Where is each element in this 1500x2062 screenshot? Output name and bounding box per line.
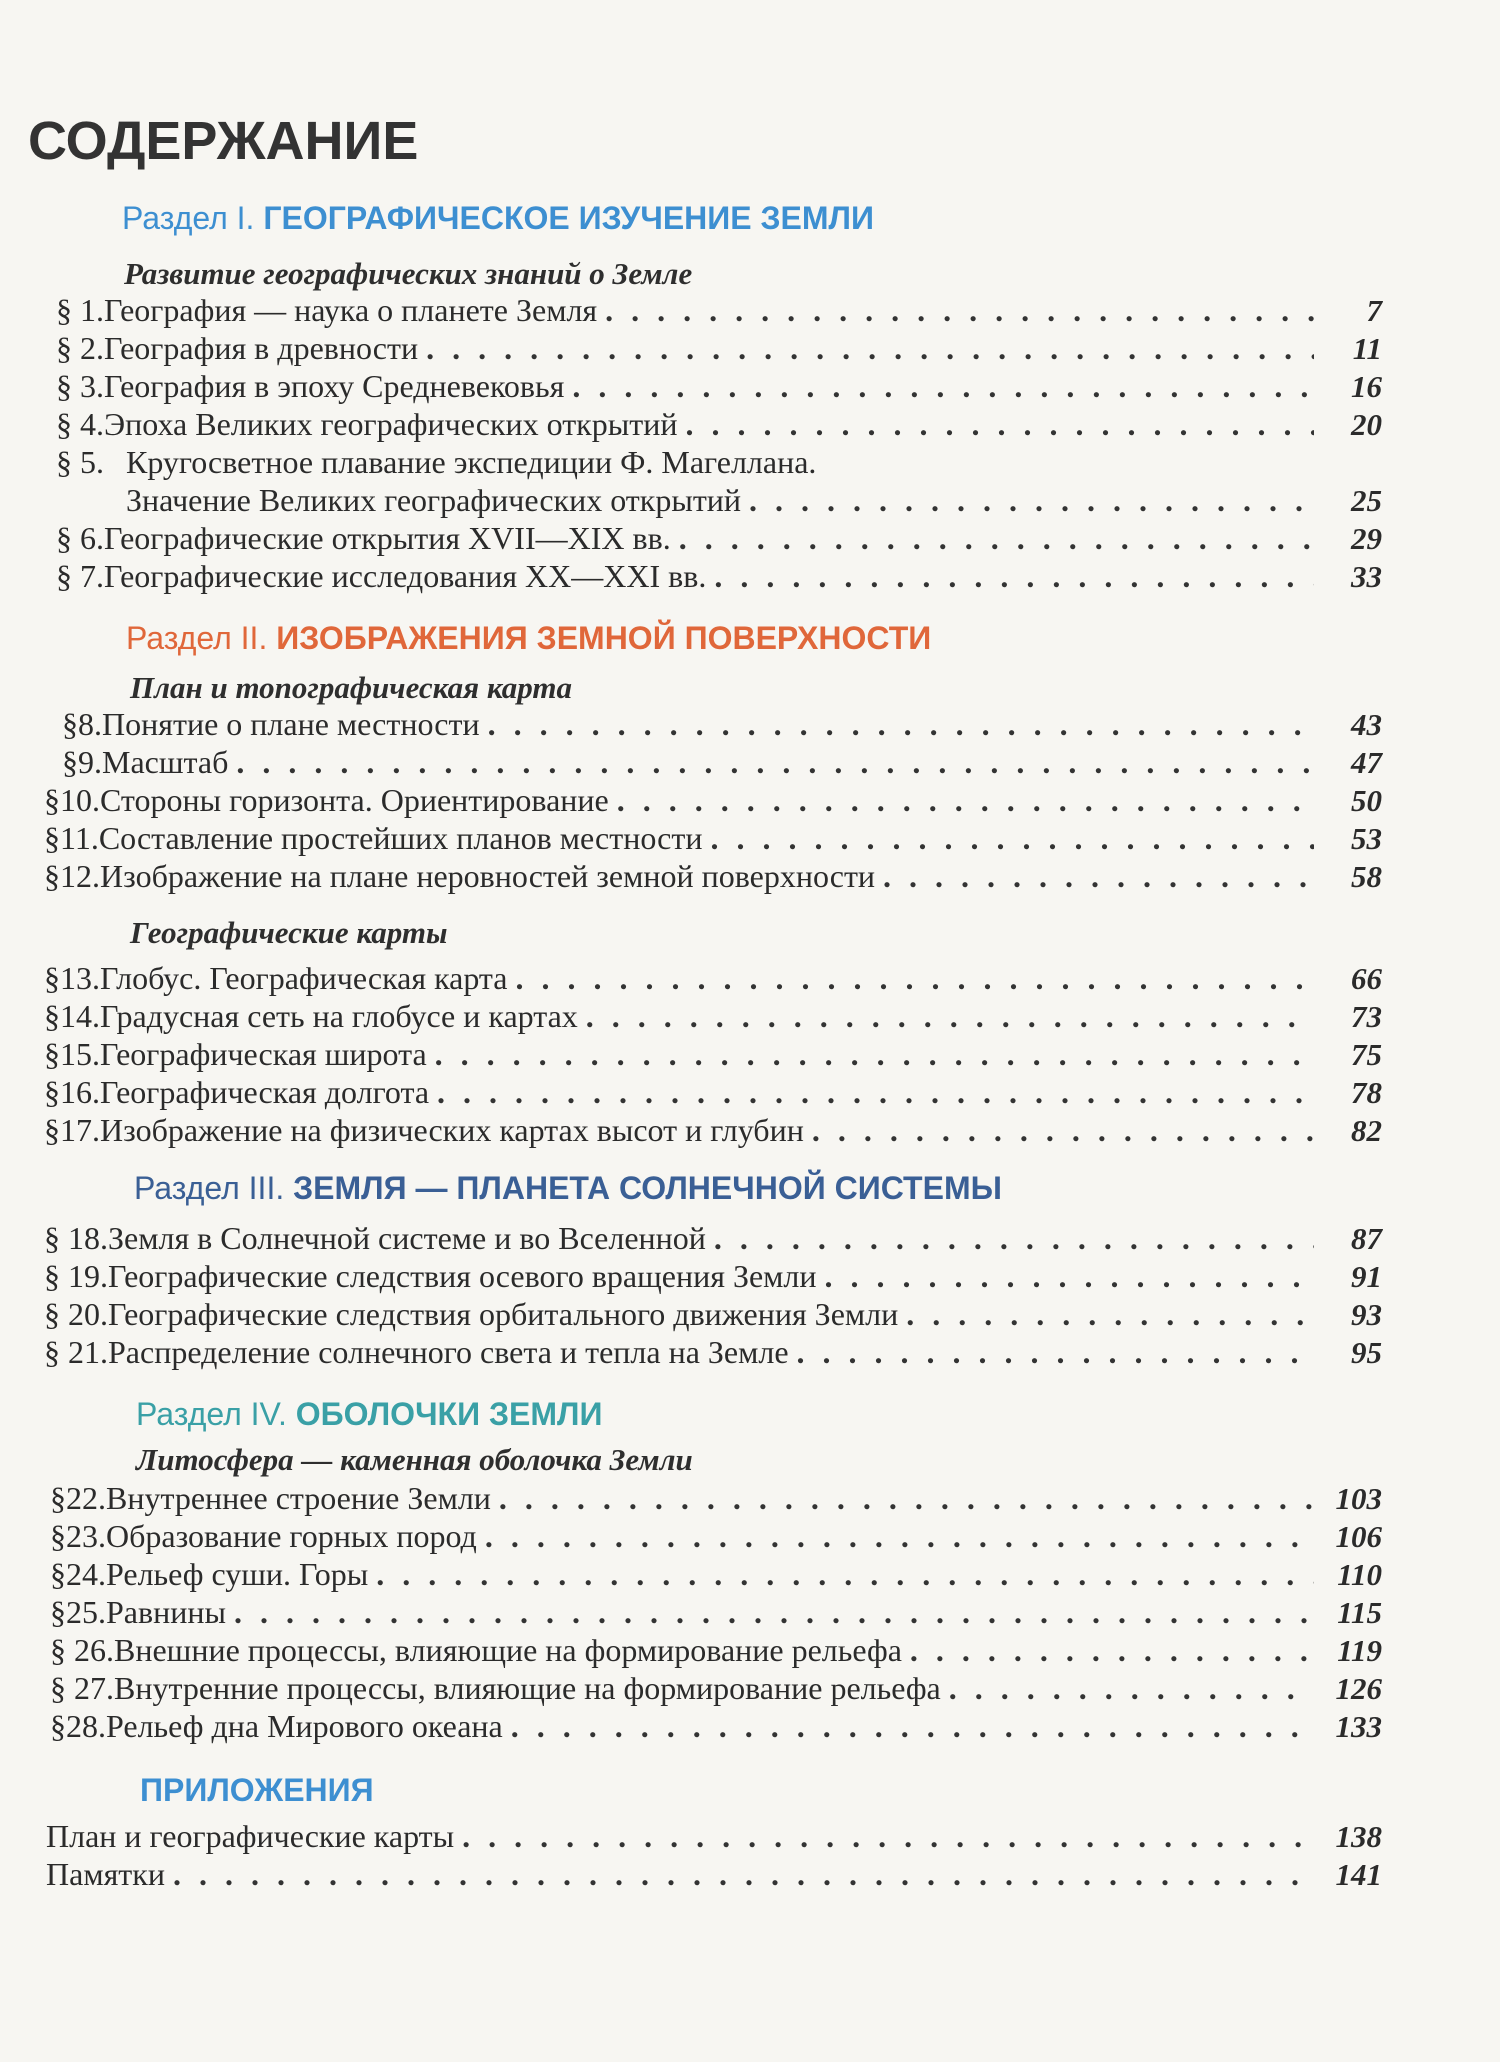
- section-3-prefix: Раздел III.: [134, 1170, 294, 1206]
- entry-page: 110: [1337, 1557, 1382, 1592]
- toc-entry[interactable]: [44, 1258, 1382, 1296]
- dot-leader: [617, 782, 1314, 819]
- dot-leader: [825, 1258, 1314, 1295]
- entry-page: 126: [1335, 1671, 1382, 1706]
- toc-entry[interactable]: [62, 744, 1382, 782]
- toc-entry[interactable]: [56, 406, 1382, 444]
- entry-number: §16.: [44, 1074, 100, 1110]
- entry-title: Стороны горизонта. Ориентирование: [100, 782, 609, 818]
- entry-title: География — наука о планете Земля: [104, 292, 598, 328]
- toc-entry[interactable]: [44, 1334, 1382, 1372]
- toc-entry[interactable]: [56, 330, 1382, 368]
- toc-entry[interactable]: [50, 1480, 1382, 1518]
- entry-page: 75: [1351, 1037, 1382, 1072]
- dot-leader: [488, 706, 1314, 743]
- entry-title: Географическая долгота: [100, 1074, 430, 1110]
- entry-page: 93: [1351, 1297, 1382, 1332]
- entry-page: 50: [1351, 783, 1382, 818]
- dot-leader: [499, 1480, 1314, 1517]
- entry-title: Географические исследования XX—XXI вв.: [104, 558, 707, 594]
- dot-leader: [797, 1334, 1314, 1371]
- entry-title: Изображение на плане неровностей земной поверхности: [100, 858, 876, 894]
- entry-title: Внутреннее строение Земли: [106, 1480, 491, 1516]
- entry-page: 66: [1351, 961, 1382, 996]
- toc-entry[interactable]: [44, 960, 1382, 998]
- entry-title: Глобус. Географическая карта: [100, 960, 508, 996]
- entry-title: Географические открытия XVII—XIX вв.: [104, 520, 671, 556]
- entry-page: 87: [1351, 1221, 1382, 1256]
- entry-page: 141: [1335, 1857, 1382, 1892]
- entry-title: Образование горных пород: [106, 1518, 477, 1554]
- toc-entry[interactable]: [44, 858, 1382, 896]
- entry-number: § 7.: [56, 558, 104, 594]
- entry-title: Понятие о плане местности: [102, 706, 480, 742]
- toc-entry[interactable]: [44, 1112, 1382, 1150]
- entry-page: 119: [1337, 1633, 1382, 1668]
- dot-leader: [679, 520, 1314, 557]
- entry-page: 91: [1351, 1259, 1382, 1294]
- toc-entry[interactable]: [46, 1818, 1382, 1856]
- entry-number: § 26.: [50, 1632, 114, 1668]
- entry-page: 53: [1351, 821, 1382, 856]
- toc-entry[interactable]: [44, 1220, 1382, 1258]
- toc-entry[interactable]: [44, 820, 1382, 858]
- dot-leader: [515, 960, 1314, 997]
- toc-entry-continuation[interactable]: [126, 482, 1382, 520]
- toc-entry[interactable]: [50, 1594, 1382, 1632]
- section-3-name: ЗЕМЛЯ — ПЛАНЕТА СОЛНЕЧНОЙ СИСТЕМЫ: [293, 1170, 1002, 1206]
- dot-leader: [685, 406, 1314, 443]
- toc-entry[interactable]: [44, 998, 1382, 1036]
- entry-title: Составление простейших планов местности: [98, 820, 703, 856]
- entry-title: Градусная сеть на глобусе и картах: [100, 998, 578, 1034]
- entry-number: §11.: [44, 820, 99, 856]
- entry-page: 47: [1351, 745, 1382, 780]
- dot-leader: [173, 1856, 1314, 1893]
- dot-leader: [437, 1074, 1314, 1111]
- appendix-heading: [140, 1772, 374, 1809]
- entry-title: Географические следствия орбитального движения Земли: [108, 1296, 899, 1332]
- entry-number: §24.: [50, 1556, 106, 1592]
- dot-leader: [906, 1296, 1314, 1333]
- entry-title: География в эпоху Средневековья: [104, 368, 565, 404]
- entry-title: Изображение на физических картах высот и глубин: [100, 1112, 804, 1148]
- entry-title: Географические следствия осевого вращения Земли: [108, 1258, 817, 1294]
- section-4-name: ОБОЛОЧКИ ЗЕМЛИ: [295, 1396, 603, 1432]
- toc-entry[interactable]: [56, 292, 1382, 330]
- entry-number: §13.: [44, 960, 100, 996]
- entry-number: § 19.: [44, 1258, 108, 1294]
- section-1-prefix: Раздел I.: [122, 200, 264, 236]
- section-2-subtitle-2: Географические карты: [130, 915, 448, 950]
- entry-page: 43: [1351, 707, 1382, 742]
- entry-page: 11: [1352, 331, 1382, 366]
- entry-page: 133: [1335, 1709, 1382, 1744]
- toc-entry[interactable]: [46, 1856, 1382, 1894]
- entry-title: Земля в Солнечной системе и во Вселенной: [108, 1220, 706, 1256]
- section-4-heading: [136, 1396, 602, 1433]
- dot-leader: [910, 1632, 1314, 1669]
- section-3-heading: [134, 1170, 1002, 1207]
- entry-number: §10.: [44, 782, 100, 818]
- entry-number: § 6.: [56, 520, 104, 556]
- entry-page: 115: [1337, 1595, 1382, 1630]
- toc-entry[interactable]: [44, 782, 1382, 820]
- toc-entry[interactable]: [56, 520, 1382, 558]
- entry-title-continued: Значение Великих географических открытий: [126, 482, 742, 518]
- entry-title: Внутренние процессы, влияющие на формирование рельефа: [114, 1670, 941, 1706]
- toc-entry[interactable]: [56, 558, 1382, 596]
- section-2-name: ИЗОБРАЖЕНИЯ ЗЕМНОЙ ПОВЕРХНОСТИ: [276, 620, 932, 656]
- entry-number: §8.: [62, 706, 102, 742]
- section-2-prefix: Раздел II.: [126, 620, 277, 656]
- entry-page: 20: [1351, 407, 1382, 442]
- entry-number: § 18.: [44, 1220, 108, 1256]
- entry-number: §25.: [50, 1594, 106, 1630]
- entry-page: 138: [1335, 1819, 1382, 1854]
- dot-leader: [710, 820, 1314, 857]
- entry-title: Масштаб: [102, 744, 229, 780]
- dot-leader: [376, 1556, 1314, 1593]
- entry-page: 25: [1351, 483, 1382, 518]
- entry-page: 78: [1351, 1075, 1382, 1110]
- dot-leader: [234, 1594, 1314, 1631]
- toc-entry[interactable]: [56, 368, 1382, 406]
- appendix-title: ПРИЛОЖЕНИЯ: [140, 1772, 374, 1808]
- entry-page: 58: [1351, 859, 1382, 894]
- entry-title: Внешние процессы, влияющие на формирование рельефа: [114, 1632, 902, 1668]
- section-1-name: ГЕОГРАФИЧЕСКОЕ ИЗУЧЕНИЕ ЗЕМЛИ: [263, 200, 874, 236]
- entry-title: Равнины: [106, 1594, 226, 1630]
- toc-entry[interactable]: [44, 1074, 1382, 1112]
- section-2-heading: [126, 620, 931, 657]
- entry-page: 7: [1366, 293, 1382, 328]
- entry-number: §9.: [62, 744, 102, 780]
- entry-number: § 27.: [50, 1670, 114, 1706]
- toc-entry[interactable]: [50, 1708, 1382, 1746]
- entry-page: 95: [1351, 1335, 1382, 1370]
- dot-leader: [236, 744, 1314, 781]
- dot-leader: [572, 368, 1314, 405]
- entry-title: Рельеф суши. Горы: [106, 1556, 369, 1592]
- toc-entry[interactable]: [50, 1556, 1382, 1594]
- entry-number: §15.: [44, 1036, 100, 1072]
- entry-page: 33: [1351, 559, 1382, 594]
- entry-title: География в древности: [104, 330, 419, 366]
- dot-leader: [812, 1112, 1314, 1149]
- entry-title: Кругосветное плавание экспедиции Ф. Магеллана.: [126, 444, 817, 480]
- entry-page: 106: [1335, 1519, 1382, 1554]
- dot-leader: [605, 292, 1314, 329]
- page-title: СОДЕРЖАНИЕ: [28, 111, 419, 171]
- dot-leader: [462, 1818, 1314, 1855]
- toc-entry[interactable]: [50, 1518, 1382, 1556]
- section-4-prefix: Раздел IV.: [136, 1396, 296, 1432]
- entry-title: Географическая широта: [100, 1036, 427, 1072]
- entry-number: § 20.: [44, 1296, 108, 1332]
- entry-number: § 3.: [56, 368, 104, 404]
- dot-leader: [426, 330, 1314, 367]
- entry-page: 16: [1351, 369, 1382, 404]
- dot-leader: [586, 998, 1314, 1035]
- entry-title: Памятки: [46, 1856, 165, 1892]
- entry-number: §28.: [50, 1708, 106, 1744]
- entry-page: 73: [1351, 999, 1382, 1034]
- entry-title: Эпоха Великих географических открытий: [104, 406, 678, 442]
- dot-leader: [883, 858, 1314, 895]
- section-4-subtitle: Литосфера — каменная оболочка Земли: [136, 1442, 693, 1477]
- dot-leader: [949, 1670, 1314, 1707]
- toc-entry[interactable]: [44, 1296, 1382, 1334]
- toc-entry[interactable]: [50, 1670, 1382, 1708]
- toc-entry[interactable]: [50, 1632, 1382, 1670]
- entry-page: 82: [1351, 1113, 1382, 1148]
- toc-entry[interactable]: [56, 444, 1382, 482]
- entry-title: Рельеф дна Мирового океана: [106, 1708, 503, 1744]
- dot-leader: [714, 558, 1314, 595]
- entry-page: 103: [1335, 1481, 1382, 1516]
- dot-leader: [485, 1518, 1314, 1555]
- entry-number: §23.: [50, 1518, 106, 1554]
- entry-number: §14.: [44, 998, 100, 1034]
- entry-number: §12.: [44, 858, 100, 894]
- entry-number: § 21.: [44, 1334, 108, 1370]
- entry-number: §22.: [50, 1480, 106, 1516]
- entry-title: План и географические карты: [46, 1818, 455, 1854]
- dot-leader: [714, 1220, 1314, 1257]
- entry-number: § 5.: [56, 444, 104, 480]
- section-2-subtitle: План и топографическая карта: [130, 670, 572, 705]
- entry-number: § 1.: [56, 292, 104, 328]
- entry-number: § 4.: [56, 406, 104, 442]
- dot-leader: [749, 482, 1314, 519]
- section-1-heading: [122, 200, 874, 237]
- entry-number: §17.: [44, 1112, 100, 1148]
- entry-number: § 2.: [56, 330, 104, 366]
- section-1-subtitle: Развитие географических знаний о Земле: [124, 256, 693, 291]
- entry-title: Распределение солнечного света и тепла на Земле: [108, 1334, 789, 1370]
- dot-leader: [435, 1036, 1314, 1073]
- toc-entry[interactable]: [62, 706, 1382, 744]
- dot-leader: [511, 1708, 1314, 1745]
- entry-page: 29: [1351, 521, 1382, 556]
- toc-entry[interactable]: [44, 1036, 1382, 1074]
